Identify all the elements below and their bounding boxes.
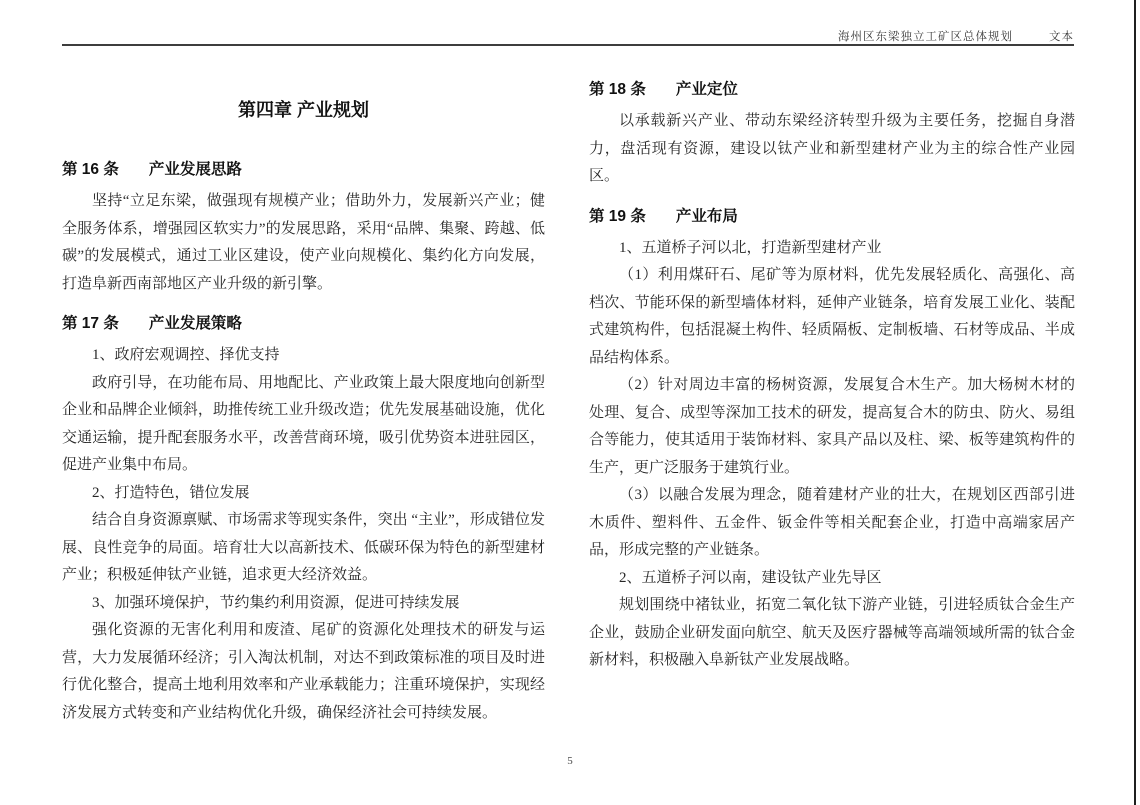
list-item-paragraph: 1、五道桥子河以北，打造新型建材产业 xyxy=(619,239,882,256)
running-header xyxy=(838,28,1074,44)
page-number: 5 xyxy=(567,755,573,767)
section-19-heading xyxy=(589,203,1075,230)
section-18 xyxy=(589,76,1075,191)
header-rule xyxy=(62,44,1074,46)
section-18-heading xyxy=(589,76,1075,103)
section-18-title: 产业定位 xyxy=(675,81,738,98)
chapter-title: 第四章 产业规划 xyxy=(237,100,369,120)
running-header-title: 海州区东梁独立工矿区总体规划 xyxy=(838,31,1013,43)
paragraph: （3）以融合发展为理念，随着建材产业的壮大，在规划区西部引进木质件、塑料件、五金件、钣金件等相关配套企业，打造中高端家居产品，形成完整的产业链条。 xyxy=(589,487,1075,558)
list-item-paragraph: 2、五道桥子河以南，建设钛产业先导区 xyxy=(619,569,882,586)
running-header-doc-type: 文本 xyxy=(1049,31,1074,43)
right-column xyxy=(589,76,1075,675)
section-18-number: 第 18 条 xyxy=(589,81,646,98)
section-19-number: 第 19 条 xyxy=(589,207,646,225)
section-17-number: 第 17 条 xyxy=(62,315,119,332)
paragraph: 规划围绕中褚钛业，拓宽二氧化钛下游产业链，引进轻质钛合金生产企业，鼓励企业研发面向航空、航天及医疗器械等高端领域所需的钛合金新材料，积极融入阜新钛产业发展战略。 xyxy=(589,597,1075,668)
paragraph: 坚持“立足东梁，做强现有规模产业；借助外力，发展新兴产业；健全服务体系，增强园区软实力”的发展思路，采用“品牌、集聚、跨越、低碳”的发展模式，通过工业区建设，使产业向规模化、集约化方向发展，打造阜新西南部地区产业升级的新引擎。 xyxy=(62,193,545,292)
section-16 xyxy=(62,156,545,298)
paragraph: （1）利用煤矸石、尾矿等为原材料，优先发展轻质化、高强化、高档次、节能环保的新型墙体材料，延伸产业链条，培育发展工业化、装配式建筑构件，包括混凝土构件、轻质隔板、定制板墙、石材等成品、半成品结构体系。 xyxy=(589,267,1075,366)
paragraph: 政府引导，在功能布局、用地配比、产业政策上最大限度地向创新型企业和品牌企业倾斜，助推传统工业升级改造；优先发展基础设施，优化交通运输，提升配套服务水平，改善营商环境，吸引优势资本进驻园区，促进产业集中布局。 xyxy=(62,374,545,473)
section-17 xyxy=(62,310,545,727)
scan-edge-line xyxy=(1134,0,1136,805)
list-item-paragraph: 1、政府宏观调控、择优支持 xyxy=(92,347,280,363)
list-item-paragraph: 2、打造特色，错位发展 xyxy=(92,484,250,501)
paragraph: 结合自身资源禀赋、市场需求等现实条件，突出 “主业”，形成错位发展、良性竞争的局面。培育壮大以高新技术、低碳环保为特色的新型建材产业；积极延伸钛产业链，追求更大经济效益。 xyxy=(62,512,545,583)
section-16-title: 产业发展思路 xyxy=(148,161,242,178)
list-item-paragraph: 3、加强环境保护，节约集约利用资源，促进可持续发展 xyxy=(92,594,460,611)
section-17-heading xyxy=(62,310,545,337)
section-19 xyxy=(589,203,1075,675)
paragraph: 强化资源的无害化利用和废渣、尾矿的资源化处理技术的研发与运营，大力发展循环经济；引入淘汰机制，对达不到政策标准的项目及时进行优化整合，提高土地利用效率和产业承载能力；注重环境保护，实现经济发展方式转变和产业结构优化升级，确保经济社会可持续发展。 xyxy=(62,622,545,721)
left-column xyxy=(62,96,545,727)
paragraph: 以承载新兴产业、带动东梁经济转型升级为主要任务，挖掘自身潜力，盘活现有资源，建设以钛产业和新型建材产业为主的综合性产业园区。 xyxy=(589,113,1075,184)
section-17-title: 产业发展策略 xyxy=(148,315,242,332)
section-16-number: 第 16 条 xyxy=(62,161,119,178)
paragraph: （2）针对周边丰富的杨树资源，发展复合木生产。加大杨树木材的处理、复合、成型等深加工技术的研发，提高复合木的防虫、防火、易组合等能力，使其适用于装饰材料、家具产品以及柱、梁、板等建筑构件的生产，更广泛服务于建筑行业。 xyxy=(589,377,1075,476)
section-16-heading xyxy=(62,156,545,183)
section-19-title: 产业布局 xyxy=(675,207,738,225)
